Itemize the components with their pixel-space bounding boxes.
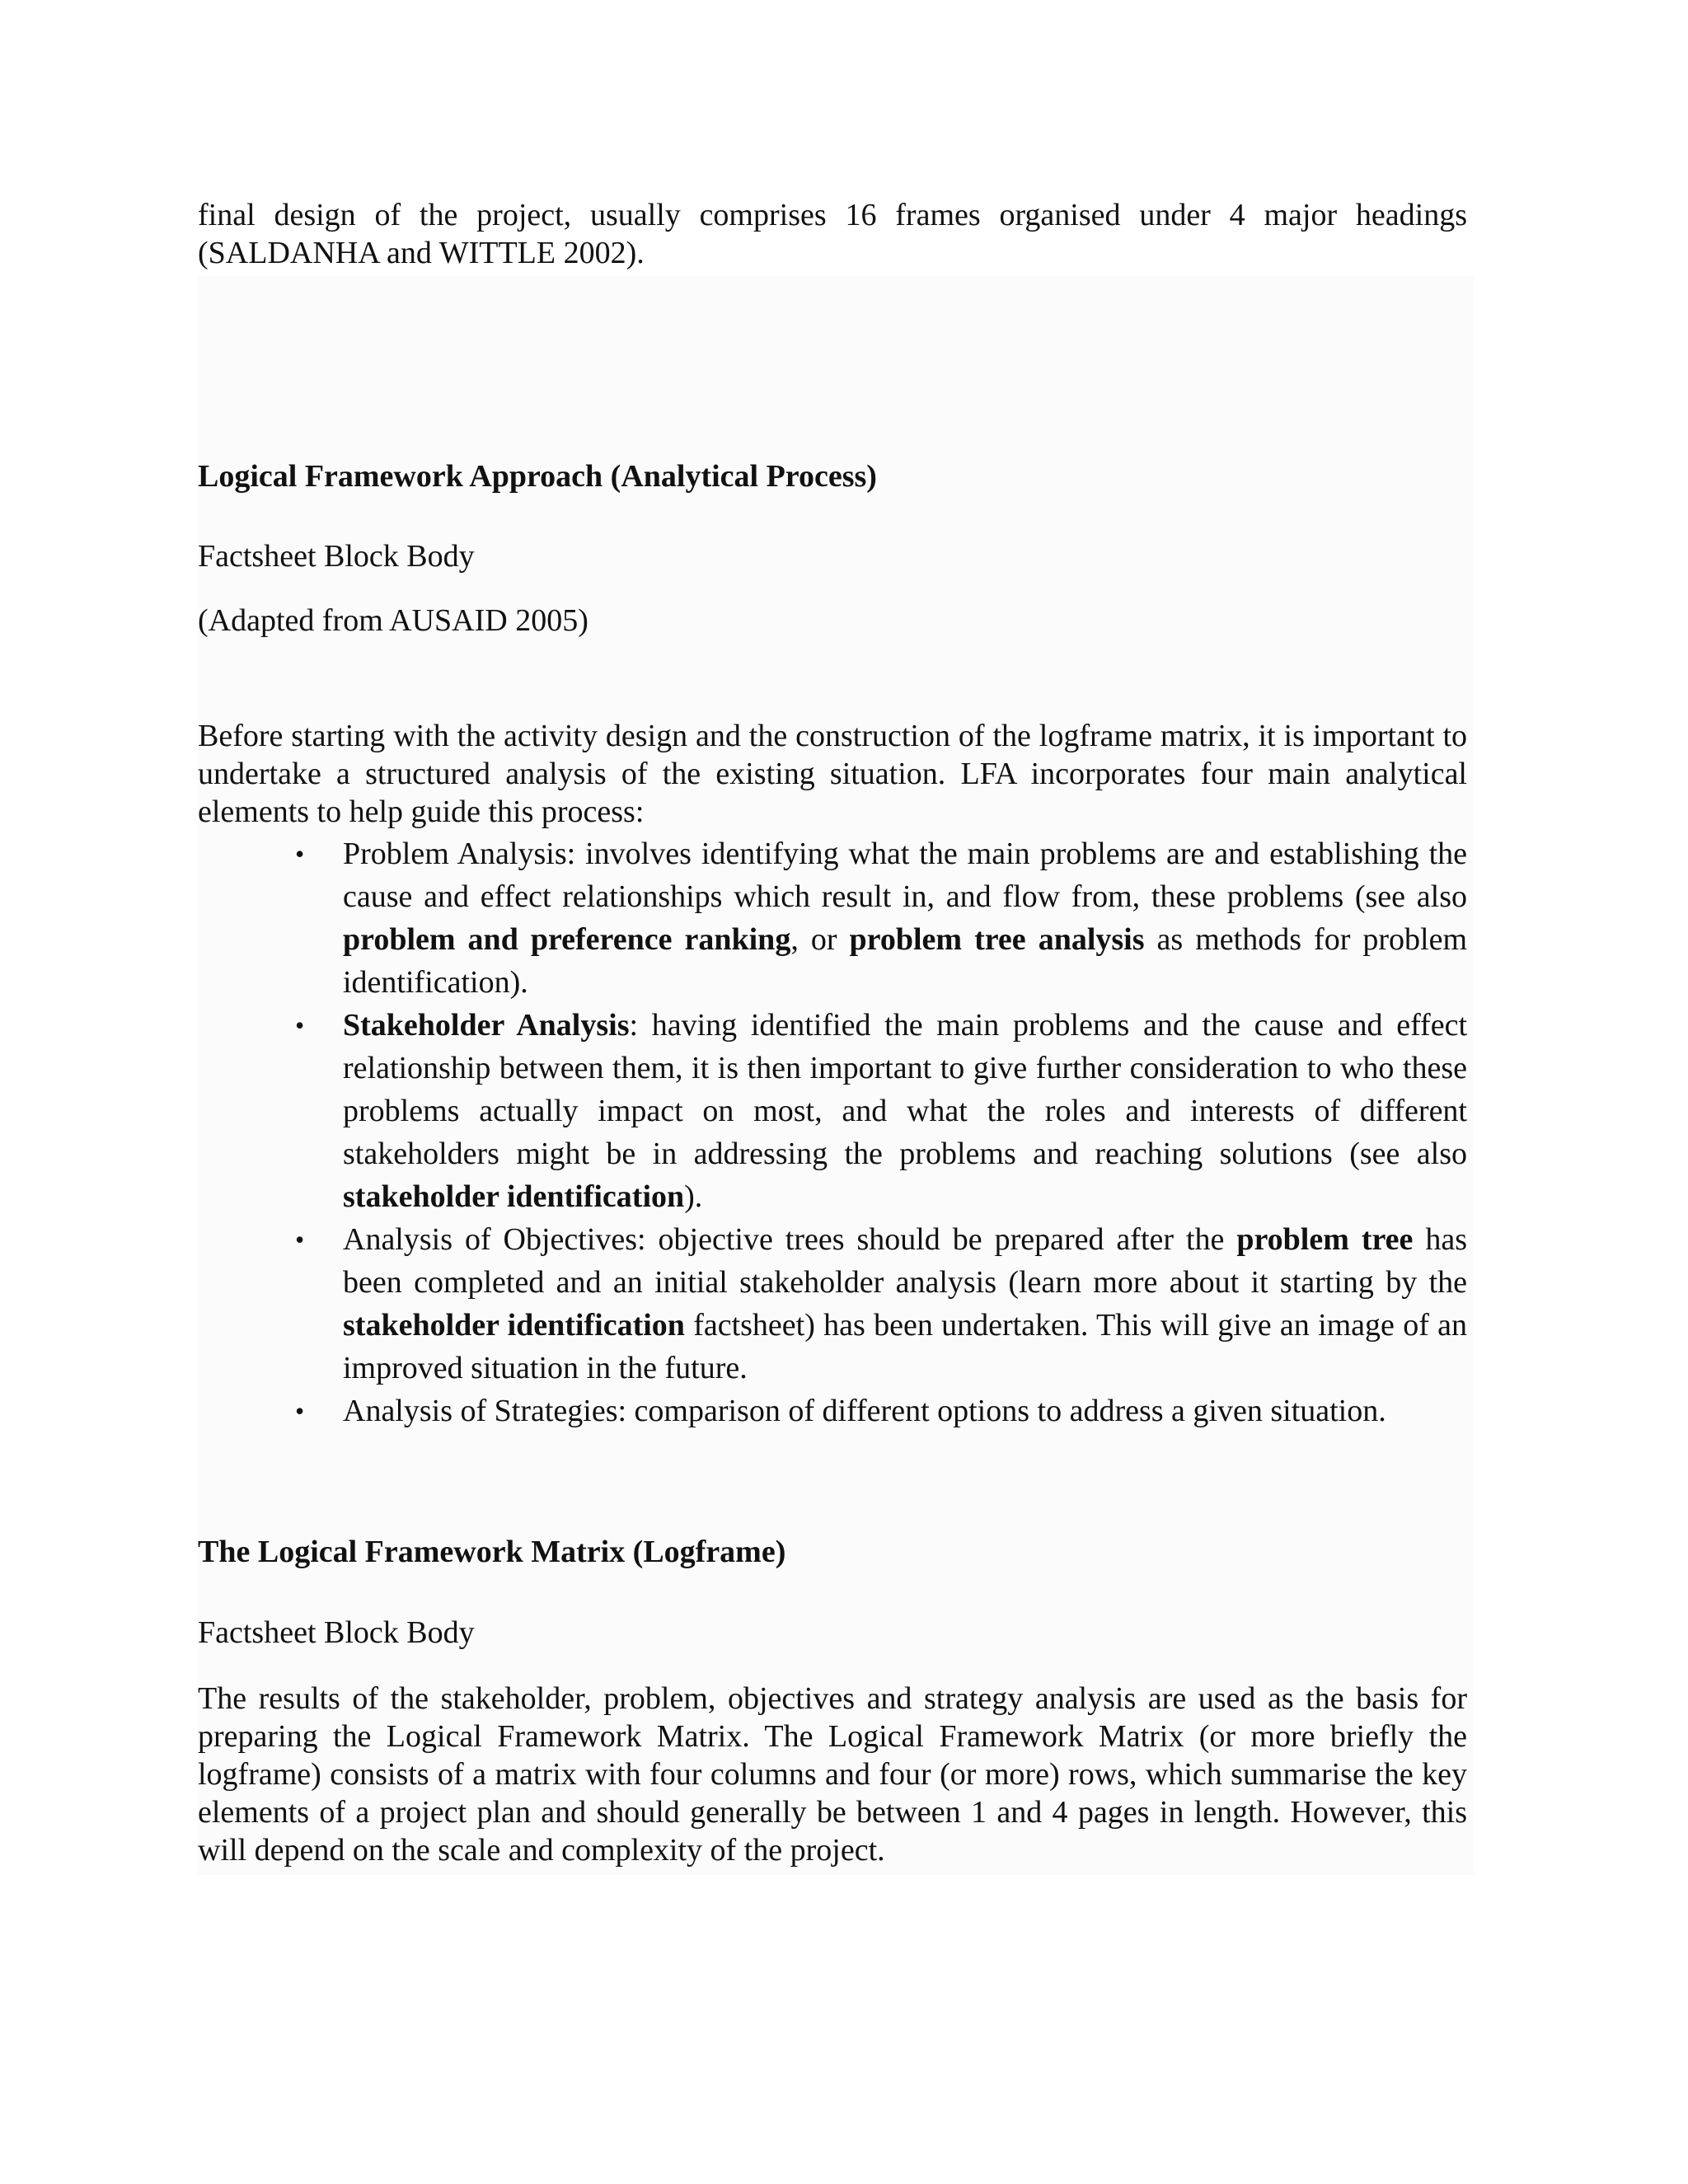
section-heading-logframe: The Logical Framework Matrix (Logframe) [198,1535,786,1569]
section-heading-lfa: Logical Framework Approach (Analytical Process) [198,459,877,494]
factsheet-label-lfa: Factsheet Block Body [198,539,475,574]
stakeholder-analysis-term: Stakeholder Analysis [343,1008,630,1043]
analysis-elements-list [198,832,1467,1432]
list-item-analysis-strategies: • Analysis of Strategies: comparison of different options to address a given situation. [198,1390,1467,1432]
link-problem-preference-ranking[interactable]: problem and preference ranking [343,922,791,957]
bullet-icon: • [295,1225,305,1254]
link-stakeholder-identification[interactable]: stakeholder identification [343,1179,685,1214]
link-stakeholder-identification-factsheet[interactable]: stakeholder identification [343,1308,685,1343]
factsheet-label-logframe: Factsheet Block Body [198,1615,475,1650]
link-problem-tree[interactable]: problem tree [1236,1222,1414,1257]
bullet-icon: • [295,1010,305,1040]
bullet-icon: • [295,1396,305,1426]
list-item-analysis-objectives: • Analysis of Objectives: objective trees should be prepared after the problem tree has been completed and an initial stakeholder analysis (learn more about it starting by the stakeholder identification factsheet) has been undertaken. This will give an image of an improved situation in the future. [198,1218,1467,1390]
link-problem-tree-analysis[interactable]: problem tree analysis [849,922,1145,957]
list-item-problem-analysis: • Problem Analysis: involves identifying what the main problems are and establishing the cause and effect relationships which result in, and flow from, these problems (see also problem and preference ranking, or problem tree analysis as methods for problem identification). [198,832,1467,1004]
logframe-paragraph: The results of the stakeholder, problem, objectives and strategy analysis are used as the basis for preparing the Logical Framework Matrix. The Logical Framework Matrix (or more briefly the logframe) consists of a matrix with four columns and four (or more) rows, which summarise the key elements of a project plan and should generally be between 1 and 4 pages in length. However, this will depend on the scale and complexity of the project. [198,1681,1467,1868]
source-note: (Adapted from AUSAID 2005) [198,603,588,638]
intro-paragraph: final design of the project, usually comprises 16 frames organised under 4 major headings (SALDANHA and WITTLE 2002). [198,198,1467,270]
bullet-icon: • [295,839,305,869]
list-item-stakeholder-analysis: • Stakeholder Analysis: having identified the main problems and the cause and effect relationship between them, it is then important to give further consideration to who these problems actually impact on most, and what the roles and interests of different stakeholders might be in addressing the problems and reaching solutions (see also stakeholder identification). [198,1004,1467,1218]
lfa-intro-paragraph: Before starting with the activity design and the construction of the logframe matrix, it is important to undertake a structured analysis of the existing situation. LFA incorporates four main analytical elements to help guide this process: [198,719,1467,829]
